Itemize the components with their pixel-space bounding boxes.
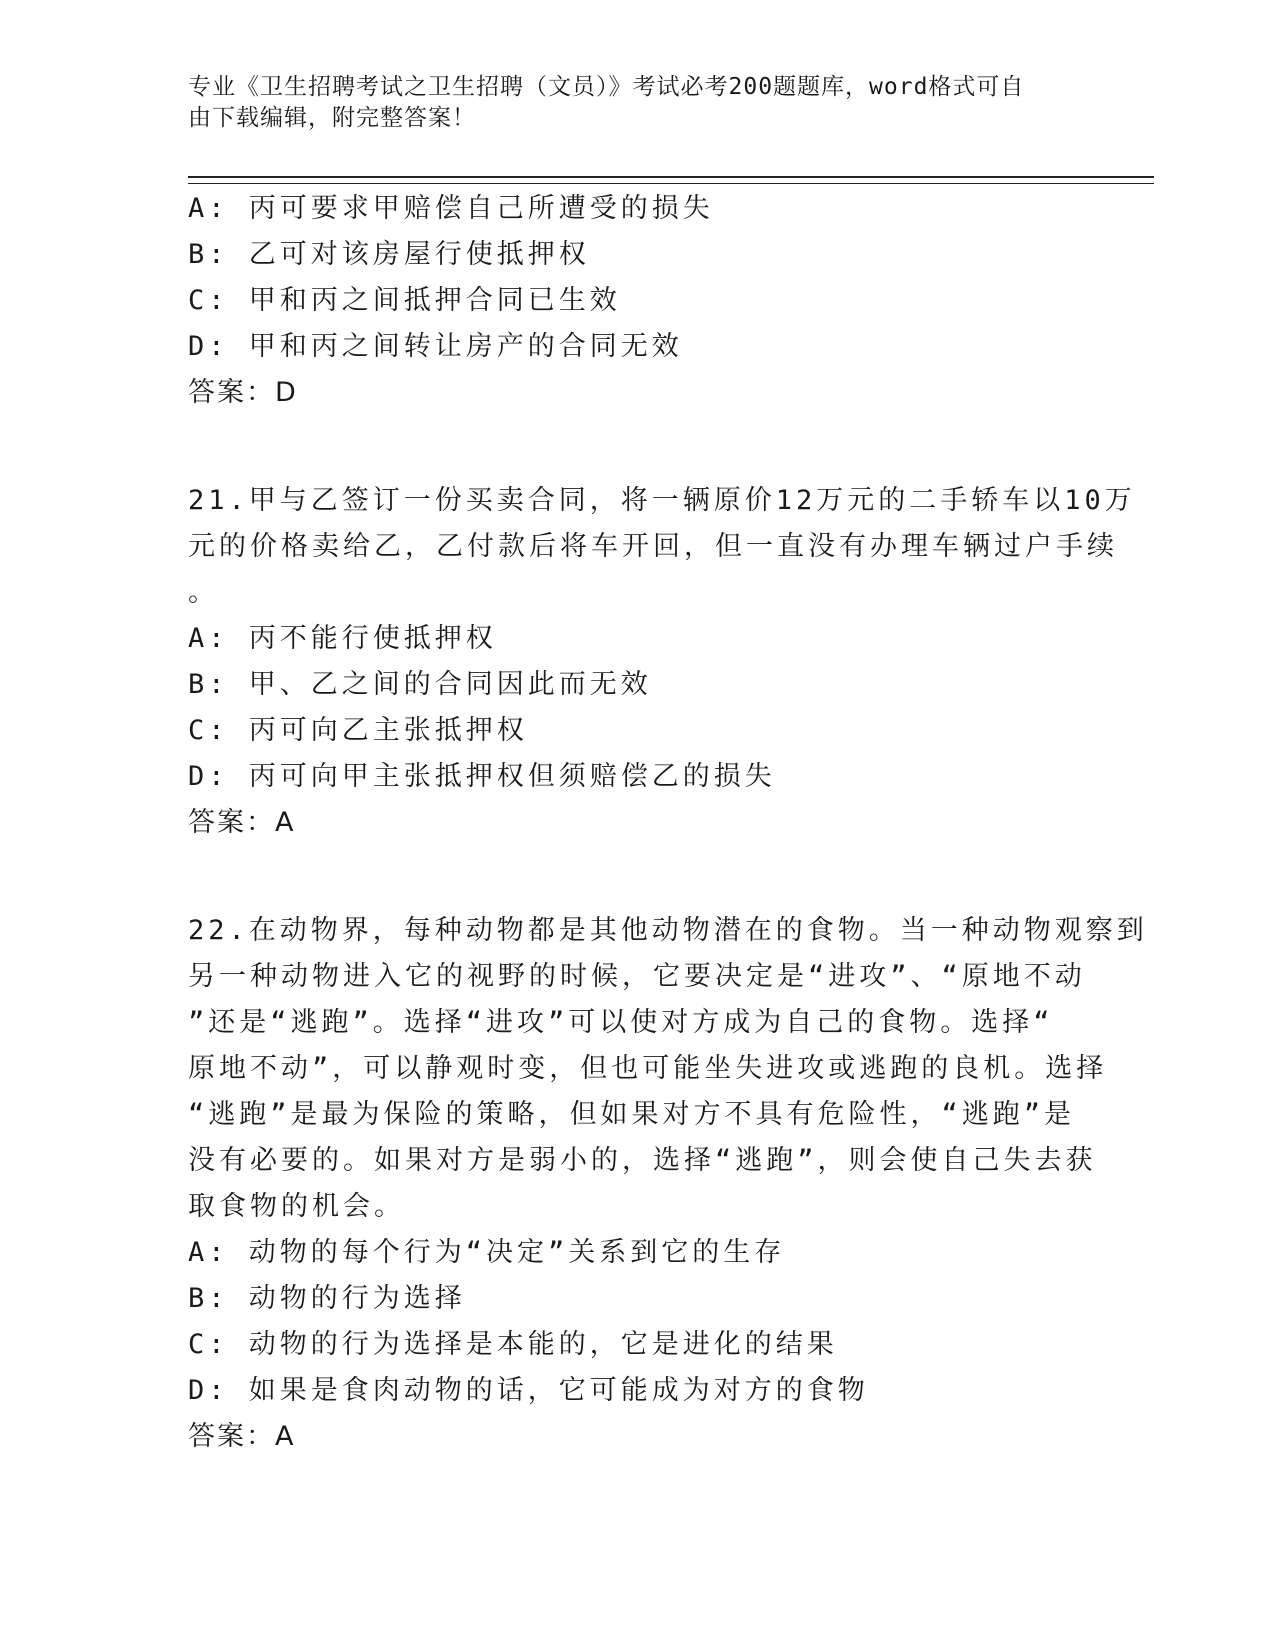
header-rule-thick — [188, 176, 1154, 178]
option-b: B: 动物的行为选择 — [188, 1283, 466, 1314]
document-header — [188, 72, 1088, 134]
option-c: C: 丙可向乙主张抵押权 — [188, 715, 528, 746]
option-c: C: 动物的行为选择是本能的，它是进化的结果 — [188, 1329, 838, 1360]
option-b: B: 甲、乙之间的合同因此而无效 — [188, 669, 652, 700]
question-stem-line: 22.在动物界，每种动物都是其他动物潜在的食物。当一种动物观察到 — [188, 915, 1148, 946]
question-stem-line: 取食物的机会。 — [188, 1191, 405, 1222]
option-b: B: 乙可对该房屋行使抵押权 — [188, 239, 590, 270]
option-d: D: 甲和丙之间转让房产的合同无效 — [188, 331, 683, 362]
option-d: D: 如果是食肉动物的话，它可能成为对方的食物 — [188, 1375, 869, 1406]
option-a: A: 丙可要求甲赔偿自己所遭受的损失 — [188, 193, 714, 224]
option-d: D: 丙可向甲主张抵押权但须赔偿乙的损失 — [188, 761, 776, 792]
question-22-block — [188, 908, 1148, 1460]
question-stem-line: 没有必要的。如果对方是弱小的，选择“逃跑”，则会使自己失去获 — [188, 1145, 1097, 1176]
question-stem-line: 元的价格卖给乙，乙付款后将车开回，但一直没有办理车辆过户手续 — [188, 531, 1118, 562]
question-content — [188, 186, 1148, 1460]
question-stem-line: 。 — [188, 577, 219, 608]
option-c: C: 甲和丙之间抵押合同已生效 — [188, 285, 621, 316]
question-stem-line: ”还是“逃跑”。选择“进攻”可以使对方成为自己的食物。选择“ — [188, 1007, 1054, 1038]
question-gap — [188, 846, 1108, 908]
option-a: A: 丙不能行使抵押权 — [188, 623, 497, 654]
option-a: A: 动物的每个行为“决定”关系到它的生存 — [188, 1237, 786, 1268]
answer-line: 答案：D — [188, 377, 298, 408]
answer-line: 答案：A — [188, 1421, 296, 1452]
question-stem-line: 原地不动”，可以静观时变，但也可能坐失进攻或逃跑的良机。选择 — [188, 1053, 1108, 1084]
answer-line: 答案：A — [188, 807, 296, 838]
question-stem-line: “逃跑”是最为保险的策略，但如果对方不具有危险性，“逃跑”是 — [188, 1099, 1076, 1130]
question-20-block — [188, 186, 1108, 416]
header-rule-thin — [188, 183, 1154, 184]
header-line-2: 由下载编辑，附完整答案！ — [188, 105, 476, 131]
header-line-1: 专业《卫生招聘考试之卫生招聘（文员）》考试必考200题题库，word格式可自 — [188, 74, 1025, 100]
question-gap — [188, 416, 1108, 478]
question-stem-line: 21.甲与乙签订一份买卖合同，将一辆原价12万元的二手轿车以10万 — [188, 485, 1136, 516]
question-21-block — [188, 478, 1136, 846]
question-stem-line: 另一种动物进入它的视野的时候，它要决定是“进攻”、“原地不动 — [188, 961, 1086, 992]
